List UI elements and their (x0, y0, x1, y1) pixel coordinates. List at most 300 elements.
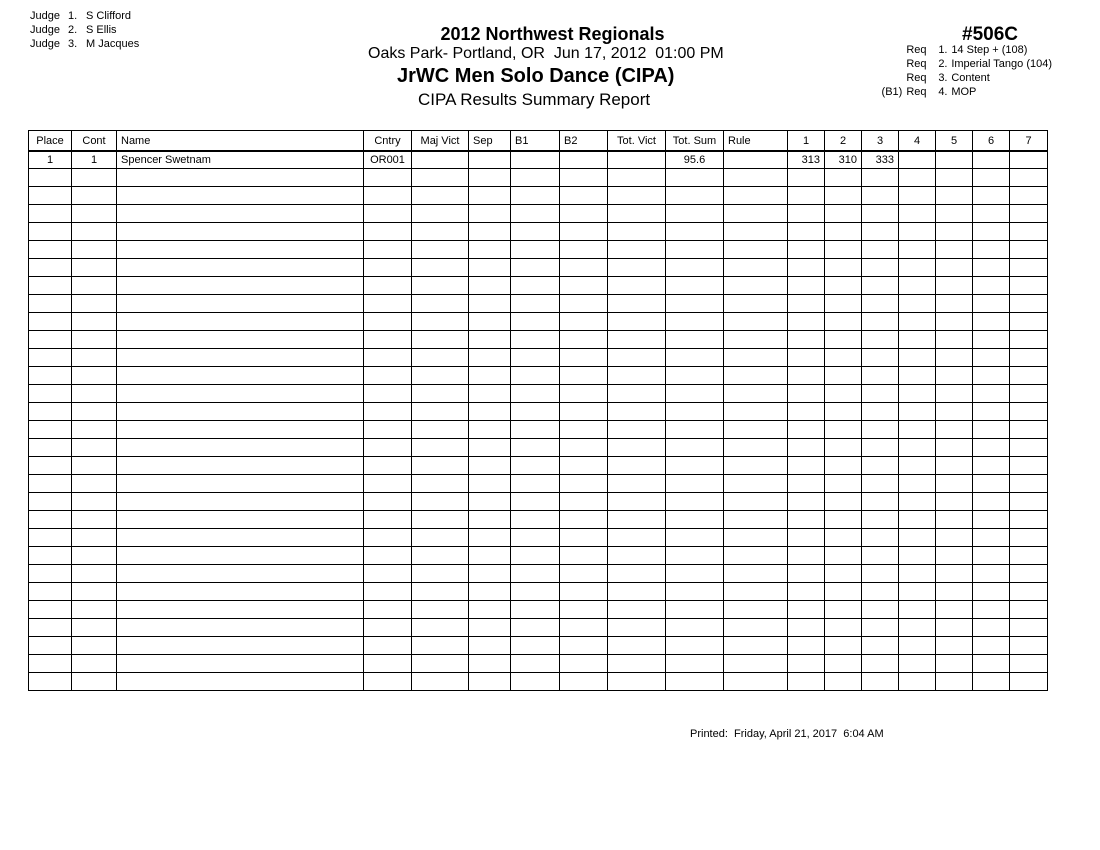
table-cell-empty (608, 259, 666, 277)
table-cell-empty (788, 655, 825, 673)
table-cell-empty (825, 241, 862, 259)
table-cell-empty (724, 223, 788, 241)
column-header-cont: Cont (72, 131, 117, 151)
requirement-text: 14 Step + (108) (951, 44, 1028, 56)
table-cell-empty (899, 349, 936, 367)
cell-b2 (560, 151, 608, 169)
column-header-sep: Sep (469, 131, 511, 151)
table-cell-empty (936, 403, 973, 421)
table-cell-empty (788, 457, 825, 475)
table-cell-empty (469, 403, 511, 421)
table-cell-empty (117, 457, 364, 475)
table-cell-empty (788, 403, 825, 421)
table-cell-empty (1010, 655, 1048, 673)
table-cell-empty (72, 655, 117, 673)
cell-judge-3: 333 (862, 151, 899, 169)
table-cell-empty (72, 403, 117, 421)
table-cell-empty (724, 439, 788, 457)
table-cell-empty (724, 457, 788, 475)
table-cell-empty (666, 619, 724, 637)
table-cell-empty (117, 169, 364, 187)
table-cell-empty (666, 385, 724, 403)
table-row-empty (29, 457, 1048, 475)
table-cell-empty (412, 349, 469, 367)
table-cell-empty (899, 475, 936, 493)
table-cell-empty (724, 529, 788, 547)
table-cell-empty (29, 295, 72, 313)
table-cell-empty (936, 277, 973, 295)
table-cell-empty (29, 331, 72, 349)
table-cell-empty (29, 439, 72, 457)
table-cell-empty (469, 349, 511, 367)
table-cell-empty (72, 169, 117, 187)
table-cell-empty (364, 349, 412, 367)
table-cell-empty (608, 637, 666, 655)
requirement-number: 4. (938, 86, 948, 98)
table-cell-empty (29, 583, 72, 601)
requirement-row (874, 85, 1052, 99)
table-cell-empty (511, 421, 560, 439)
table-cell-empty (724, 619, 788, 637)
table-cell-empty (560, 493, 608, 511)
table-cell-empty (560, 241, 608, 259)
table-row-empty (29, 295, 1048, 313)
table-cell-empty (29, 205, 72, 223)
table-cell-empty (825, 673, 862, 691)
table-cell-empty (825, 313, 862, 331)
table-cell-empty (511, 205, 560, 223)
table-row-empty (29, 439, 1048, 457)
table-cell-empty (469, 385, 511, 403)
table-cell-empty (412, 277, 469, 295)
cell-rule (724, 151, 788, 169)
judge-number: 1. (68, 10, 78, 22)
table-cell-empty (973, 169, 1010, 187)
table-cell-empty (1010, 457, 1048, 475)
table-cell-empty (364, 547, 412, 565)
table-cell-empty (936, 529, 973, 547)
table-row (29, 151, 1048, 169)
table-cell-empty (788, 277, 825, 295)
table-cell-empty (511, 313, 560, 331)
table-cell-empty (608, 439, 666, 457)
table-cell-empty (666, 475, 724, 493)
table-cell-empty (862, 331, 899, 349)
table-cell-empty (117, 547, 364, 565)
table-cell-empty (469, 223, 511, 241)
table-cell-empty (364, 187, 412, 205)
table-cell-empty (117, 583, 364, 601)
table-cell-empty (72, 187, 117, 205)
table-cell-empty (364, 655, 412, 673)
table-cell-empty (560, 547, 608, 565)
cell-tot-vict (608, 151, 666, 169)
table-cell-empty (936, 259, 973, 277)
table-cell-empty (72, 205, 117, 223)
table-cell-empty (72, 259, 117, 277)
table-cell-empty (936, 331, 973, 349)
table-cell-empty (825, 421, 862, 439)
table-cell-empty (511, 385, 560, 403)
table-cell-empty (936, 655, 973, 673)
table-cell-empty (364, 331, 412, 349)
table-cell-empty (29, 601, 72, 619)
table-cell-empty (1010, 511, 1048, 529)
table-cell-empty (117, 259, 364, 277)
table-cell-empty (560, 619, 608, 637)
table-cell-empty (608, 583, 666, 601)
table-cell-empty (412, 331, 469, 349)
table-cell-empty (608, 565, 666, 583)
table-cell-empty (825, 601, 862, 619)
table-cell-empty (862, 403, 899, 421)
table-cell-empty (364, 511, 412, 529)
table-cell-empty (666, 511, 724, 529)
table-cell-empty (560, 277, 608, 295)
table-row-empty (29, 475, 1048, 493)
table-cell-empty (973, 367, 1010, 385)
table-cell-empty (973, 655, 1010, 673)
table-row-empty (29, 331, 1048, 349)
table-cell-empty (364, 205, 412, 223)
judge-name: M Jacques (86, 38, 140, 50)
table-cell-empty (788, 367, 825, 385)
table-cell-empty (1010, 385, 1048, 403)
table-cell-empty (724, 637, 788, 655)
table-cell-empty (899, 403, 936, 421)
table-cell-empty (412, 313, 469, 331)
table-cell-empty (899, 457, 936, 475)
table-cell-empty (117, 619, 364, 637)
table-row-empty (29, 367, 1048, 385)
column-header-name: Name (117, 131, 364, 151)
requirement-number: 3. (938, 72, 948, 84)
requirement-prefix: (B1) (881, 86, 903, 98)
table-cell-empty (666, 439, 724, 457)
table-cell-empty (899, 187, 936, 205)
table-cell-empty (469, 547, 511, 565)
table-cell-empty (724, 601, 788, 619)
table-cell-empty (364, 169, 412, 187)
table-row-empty (29, 637, 1048, 655)
table-cell-empty (72, 385, 117, 403)
table-cell-empty (560, 475, 608, 493)
table-cell-empty (1010, 475, 1048, 493)
table-cell-empty (117, 637, 364, 655)
table-cell-empty (1010, 493, 1048, 511)
table-cell-empty (862, 619, 899, 637)
table-cell-empty (862, 349, 899, 367)
table-cell-empty (469, 493, 511, 511)
table-cell-empty (973, 565, 1010, 583)
table-cell-empty (973, 205, 1010, 223)
table-cell-empty (72, 295, 117, 313)
table-cell-empty (666, 259, 724, 277)
table-cell-empty (364, 421, 412, 439)
table-cell-empty (973, 241, 1010, 259)
table-cell-empty (936, 493, 973, 511)
table-cell-empty (608, 169, 666, 187)
table-cell-empty (788, 385, 825, 403)
table-cell-empty (560, 259, 608, 277)
table-cell-empty (364, 673, 412, 691)
table-cell-empty (936, 241, 973, 259)
table-cell-empty (936, 169, 973, 187)
table-cell-empty (788, 673, 825, 691)
table-cell-empty (936, 421, 973, 439)
table-cell-empty (29, 547, 72, 565)
table-cell-empty (608, 403, 666, 421)
table-cell-empty (364, 295, 412, 313)
cell-judge-2: 310 (825, 151, 862, 169)
table-cell-empty (724, 187, 788, 205)
table-cell-empty (1010, 565, 1048, 583)
table-cell-empty (511, 673, 560, 691)
table-cell-empty (899, 619, 936, 637)
table-cell-empty (936, 187, 973, 205)
table-cell-empty (1010, 403, 1048, 421)
table-cell-empty (666, 205, 724, 223)
requirement-label: Req (906, 72, 927, 84)
judges-list (30, 9, 139, 51)
table-cell-empty (973, 583, 1010, 601)
judge-number: 2. (68, 24, 78, 36)
table-cell-empty (608, 655, 666, 673)
table-cell-empty (608, 313, 666, 331)
table-cell-empty (1010, 331, 1048, 349)
table-cell-empty (469, 421, 511, 439)
table-cell-empty (973, 457, 1010, 475)
cell-col-4 (899, 151, 936, 169)
table-cell-empty (724, 583, 788, 601)
table-cell-empty (117, 187, 364, 205)
table-cell-empty (1010, 169, 1048, 187)
table-cell-empty (666, 331, 724, 349)
table-cell-empty (608, 547, 666, 565)
table-cell-empty (560, 205, 608, 223)
table-cell-empty (72, 619, 117, 637)
requirement-text: Imperial Tango (104) (951, 58, 1052, 70)
table-cell-empty (666, 421, 724, 439)
table-cell-empty (469, 583, 511, 601)
table-cell-empty (412, 295, 469, 313)
table-cell-empty (511, 493, 560, 511)
table-cell-empty (724, 511, 788, 529)
table-cell-empty (412, 259, 469, 277)
column-header-judge-1: 1 (788, 131, 825, 151)
table-cell-empty (862, 583, 899, 601)
table-cell-empty (364, 457, 412, 475)
table-cell-empty (825, 205, 862, 223)
table-cell-empty (29, 277, 72, 295)
table-cell-empty (29, 475, 72, 493)
table-cell-empty (936, 511, 973, 529)
table-cell-empty (825, 565, 862, 583)
table-cell-empty (364, 385, 412, 403)
table-row-empty (29, 169, 1048, 187)
table-cell-empty (412, 223, 469, 241)
table-cell-empty (469, 331, 511, 349)
event-code: #506C (962, 24, 1018, 45)
table-cell-empty (364, 313, 412, 331)
table-cell-empty (117, 367, 364, 385)
table-cell-empty (825, 367, 862, 385)
table-cell-empty (364, 601, 412, 619)
table-cell-empty (862, 601, 899, 619)
column-header-judge-2: 2 (825, 131, 862, 151)
table-row-empty (29, 403, 1048, 421)
table-cell-empty (788, 637, 825, 655)
table-cell-empty (412, 367, 469, 385)
table-cell-empty (1010, 187, 1048, 205)
cell-maj-vict (412, 151, 469, 169)
cell-cont: 1 (72, 151, 117, 169)
table-cell-empty (1010, 547, 1048, 565)
table-cell-empty (862, 385, 899, 403)
table-cell-empty (666, 187, 724, 205)
table-cell-empty (973, 331, 1010, 349)
table-cell-empty (560, 421, 608, 439)
table-cell-empty (117, 673, 364, 691)
table-cell-empty (469, 241, 511, 259)
table-cell-empty (724, 421, 788, 439)
table-row-empty (29, 511, 1048, 529)
requirements-list (874, 43, 1052, 99)
table-cell-empty (412, 457, 469, 475)
table-cell-empty (117, 529, 364, 547)
table-cell-empty (899, 565, 936, 583)
table-cell-empty (788, 493, 825, 511)
judge-name: S Clifford (86, 10, 132, 22)
requirement-label: Req (906, 44, 927, 56)
table-cell-empty (364, 403, 412, 421)
table-cell-empty (825, 475, 862, 493)
table-cell-empty (511, 511, 560, 529)
table-cell-empty (973, 349, 1010, 367)
cell-place: 1 (29, 151, 72, 169)
table-cell-empty (412, 421, 469, 439)
table-cell-empty (511, 223, 560, 241)
table-cell-empty (899, 205, 936, 223)
table-cell-empty (72, 583, 117, 601)
table-cell-empty (666, 223, 724, 241)
table-cell-empty (412, 565, 469, 583)
table-cell-empty (364, 259, 412, 277)
judge-number: 3. (68, 38, 78, 50)
table-row-empty (29, 493, 1048, 511)
cell-judge-1: 313 (788, 151, 825, 169)
table-cell-empty (469, 565, 511, 583)
table-cell-empty (666, 403, 724, 421)
table-cell-empty (469, 169, 511, 187)
table-cell-empty (364, 529, 412, 547)
table-cell-empty (666, 367, 724, 385)
table-cell-empty (29, 529, 72, 547)
table-cell-empty (862, 439, 899, 457)
table-cell-empty (412, 241, 469, 259)
column-header-b2: B2 (560, 131, 608, 151)
table-cell-empty (788, 187, 825, 205)
table-cell-empty (72, 529, 117, 547)
column-header-col-4: 4 (899, 131, 936, 151)
requirement-text: MOP (951, 86, 977, 98)
table-cell-empty (825, 187, 862, 205)
table-cell-empty (560, 637, 608, 655)
table-cell-empty (899, 277, 936, 295)
table-cell-empty (72, 475, 117, 493)
table-cell-empty (899, 511, 936, 529)
table-cell-empty (511, 619, 560, 637)
table-cell-empty (72, 457, 117, 475)
table-cell-empty (364, 637, 412, 655)
table-cell-empty (862, 511, 899, 529)
table-cell-empty (788, 259, 825, 277)
table-cell-empty (788, 601, 825, 619)
column-header-col-6: 6 (973, 131, 1010, 151)
table-cell-empty (666, 673, 724, 691)
table-cell-empty (862, 547, 899, 565)
table-cell-empty (117, 277, 364, 295)
table-cell-empty (862, 205, 899, 223)
table-cell-empty (412, 673, 469, 691)
table-cell-empty (29, 493, 72, 511)
table-cell-empty (608, 511, 666, 529)
table-cell-empty (72, 673, 117, 691)
table-cell-empty (469, 511, 511, 529)
table-cell-empty (412, 187, 469, 205)
table-cell-empty (608, 385, 666, 403)
table-cell-empty (1010, 295, 1048, 313)
requirement-label: Req (906, 58, 927, 70)
table-cell-empty (72, 439, 117, 457)
column-header-cntry: Cntry (364, 131, 412, 151)
table-cell-empty (936, 475, 973, 493)
table-cell-empty (936, 295, 973, 313)
table-cell-empty (973, 475, 1010, 493)
table-cell-empty (666, 277, 724, 295)
table-cell-empty (936, 547, 973, 565)
table-cell-empty (973, 295, 1010, 313)
table-cell-empty (1010, 421, 1048, 439)
table-cell-empty (788, 169, 825, 187)
table-cell-empty (899, 223, 936, 241)
table-cell-empty (724, 655, 788, 673)
table-cell-empty (29, 169, 72, 187)
cell-b1 (511, 151, 560, 169)
table-cell-empty (666, 241, 724, 259)
table-cell-empty (117, 475, 364, 493)
table-cell-empty (666, 547, 724, 565)
table-row-empty (29, 241, 1048, 259)
table-cell-empty (29, 313, 72, 331)
table-cell-empty (364, 367, 412, 385)
table-cell-empty (899, 169, 936, 187)
table-cell-empty (724, 547, 788, 565)
table-cell-empty (825, 637, 862, 655)
table-cell-empty (29, 655, 72, 673)
table-cell-empty (117, 655, 364, 673)
table-row-empty (29, 223, 1048, 241)
table-cell-empty (825, 547, 862, 565)
judge-label: Judge (30, 10, 60, 22)
table-cell-empty (560, 349, 608, 367)
table-cell-empty (117, 223, 364, 241)
table-cell-empty (724, 673, 788, 691)
table-cell-empty (899, 439, 936, 457)
table-cell-empty (560, 169, 608, 187)
table-cell-empty (608, 475, 666, 493)
table-cell-empty (29, 457, 72, 475)
